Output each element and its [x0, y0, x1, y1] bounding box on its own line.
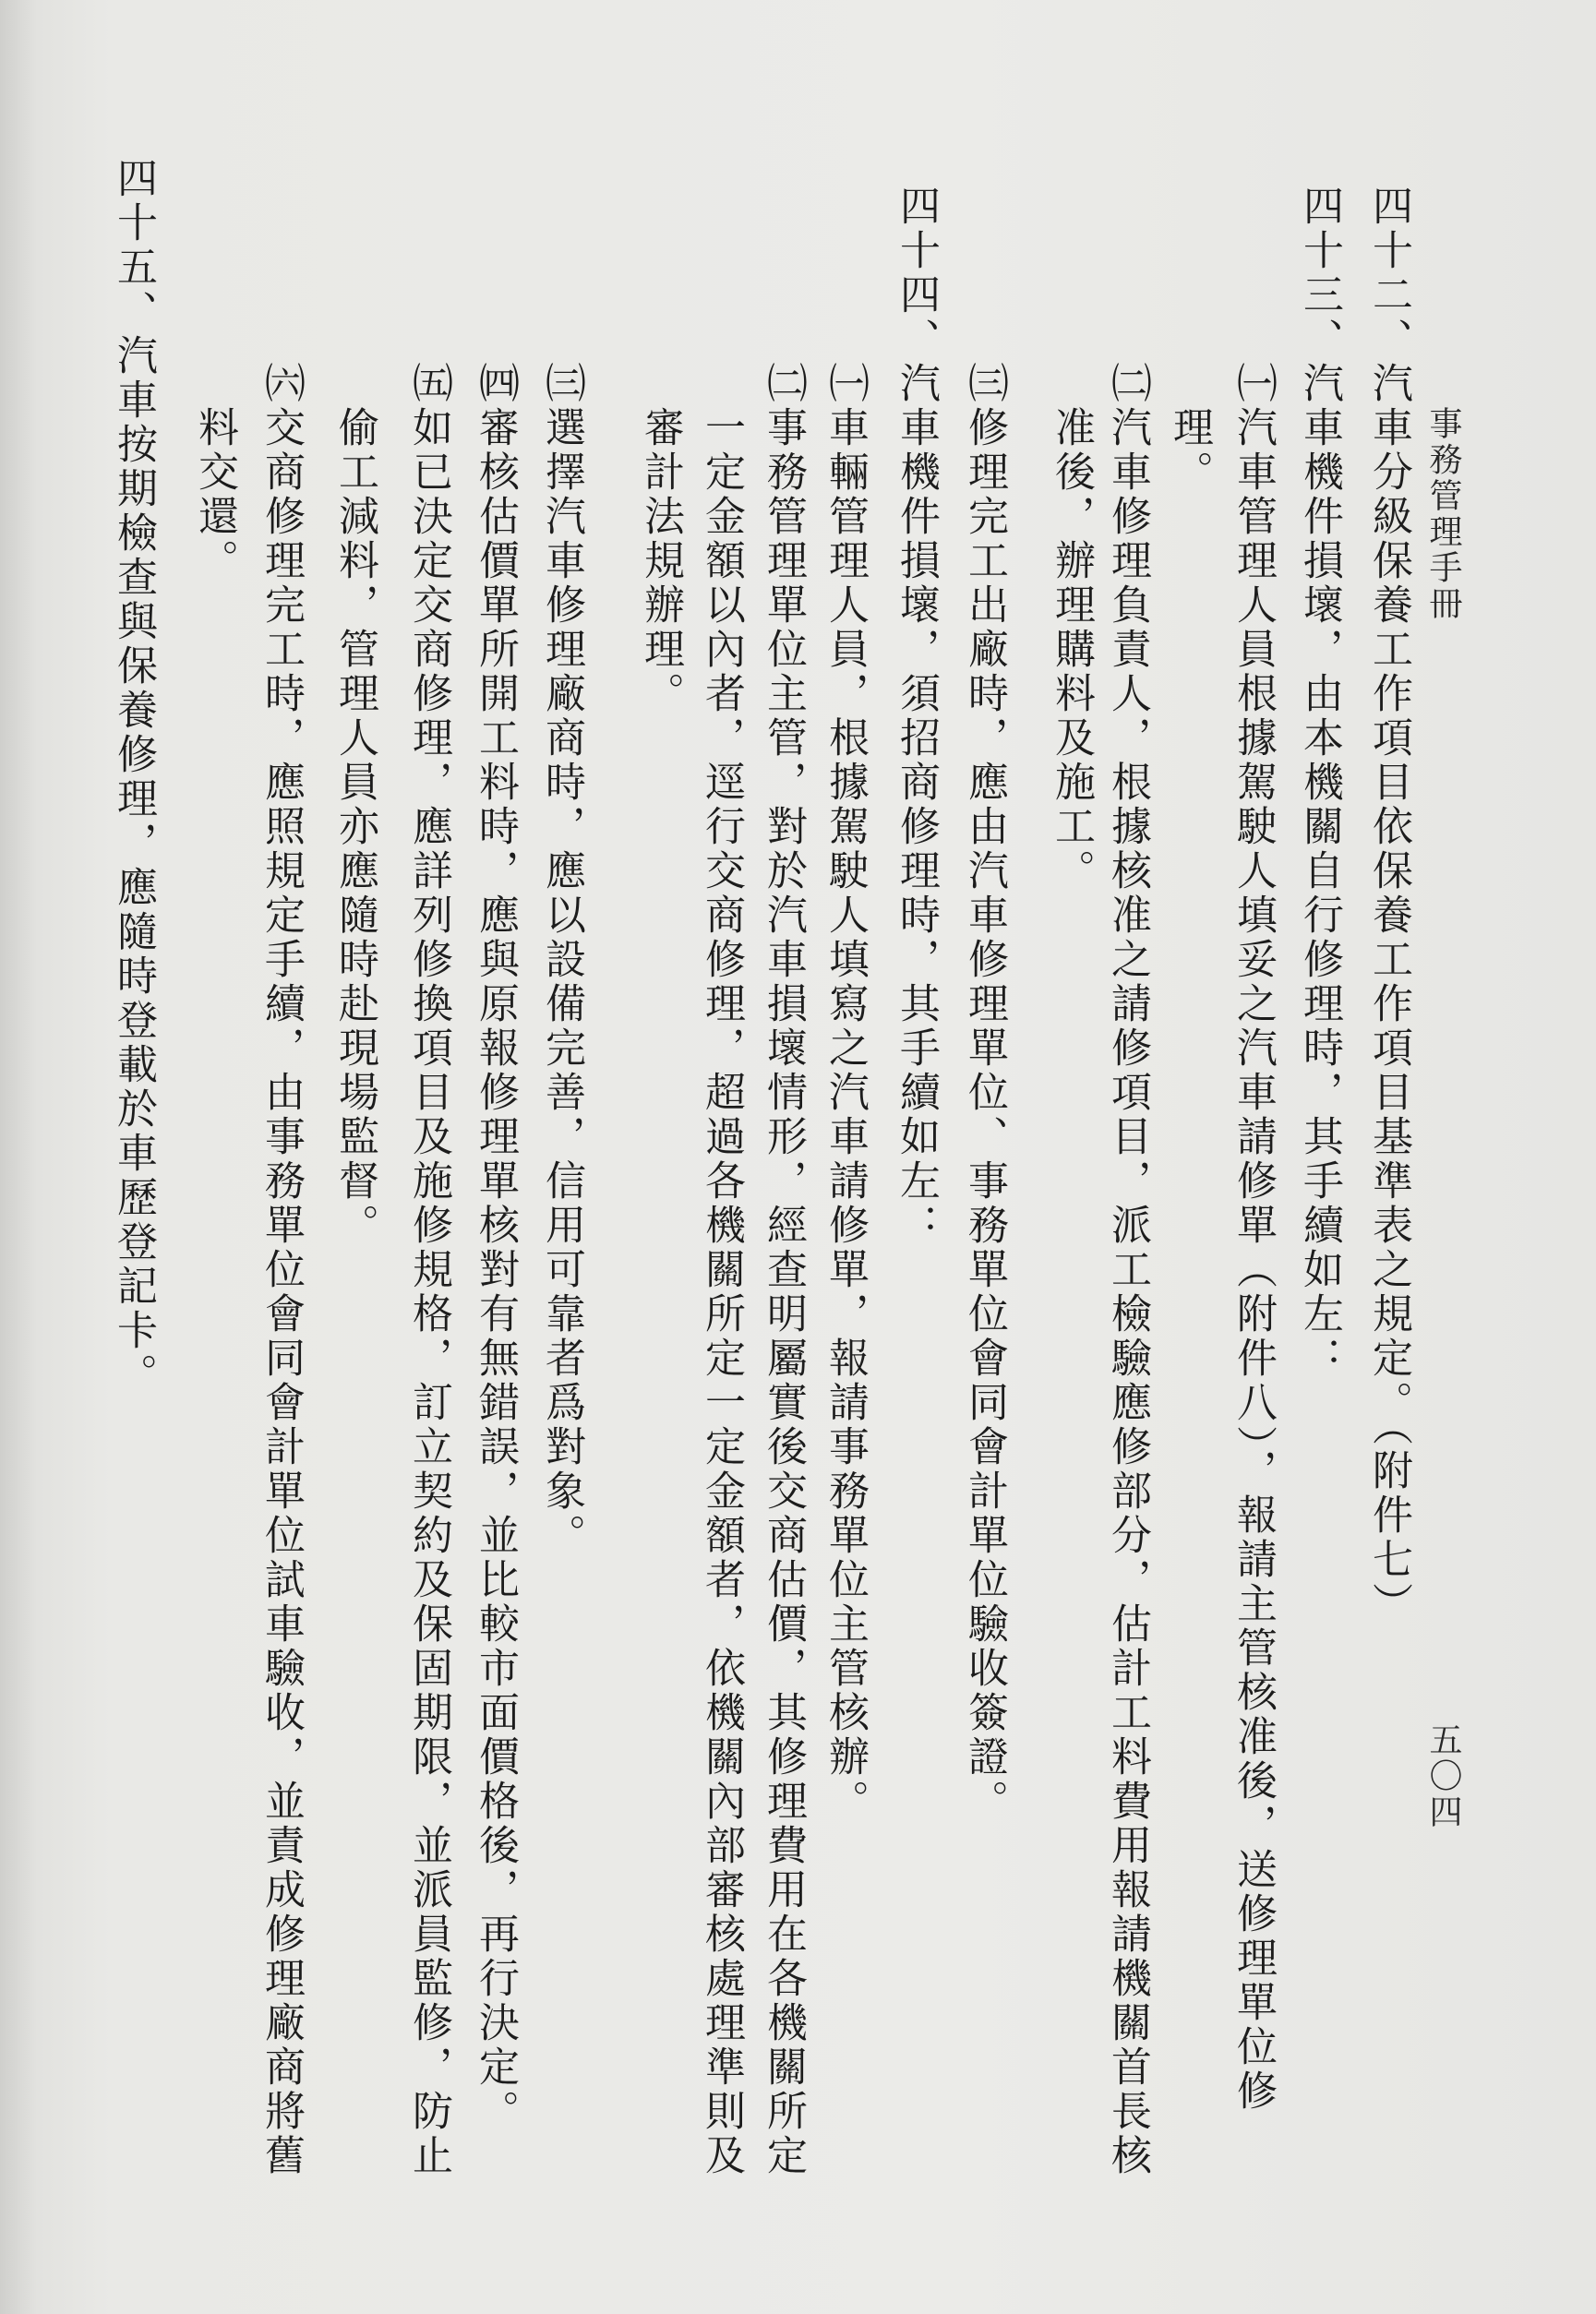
- article-43-item-1-cont: 理。: [1166, 406, 1213, 495]
- article-43-item-2-cont: 准後，辦理購料及施工。: [1048, 406, 1095, 893]
- article-45: 四十五、汽車按期檢查與保養修理，應隨時登載於車歷登記卡。: [110, 157, 157, 1397]
- article-44-item-3: ㈢選擇汽車修理廠商時，應以設備完善，信用可靠者爲對象。: [538, 362, 585, 1558]
- running-header-title: 事務管理手冊: [1424, 406, 1462, 622]
- article-44-item-2-cont: 一定金額以內者，逕行交商修理，超過各機關所定一定金額者，依機關內部審核處理準則及: [698, 406, 745, 2178]
- article-44-item-6-cont: 料交還。: [191, 406, 238, 583]
- article-43-item-3: ㈢修理完工出廠時，應由汽車修理單位、事務單位會同會計單位驗收簽證。: [961, 362, 1008, 1824]
- article-44-item-5-cont: 偷工減料，管理人員亦應隨時赴現場監督。: [331, 406, 378, 1248]
- article-44-item-2-cont: 審計法規辦理。: [637, 406, 684, 716]
- article-43-item-1: ㈠汽車管理人員根據駕駛人填妥之汽車請修單（附件八），報請主管核准後，送修理單位修: [1230, 362, 1277, 2114]
- article-43-item-2: ㈡汽車修理負責人，根據核准之請修項目，派工檢驗應修部分，估計工料費用報請機關首長核: [1104, 362, 1151, 2178]
- article-44-item-5: ㈤如已決定交商修理，應詳列修換項目及施修規格，訂立契約及保固期限，並派員監修，防止: [405, 362, 452, 2178]
- article-43: 四十三、汽車機件損壞，由本機關自行修理時，其手續如左：: [1296, 185, 1343, 1381]
- article-44-item-4: ㈣審核估價單所開工料時，應與原報修理單核對有無錯誤，並比較市面價格後，再行決定。: [472, 362, 519, 2134]
- article-44-item-1: ㈠車輛管理人員，根據駕駛人填寫之汽車請修單，報請事務單位主管核辦。: [822, 362, 869, 1824]
- article-44-item-6: ㈥交商修理完工時，應照規定手續，由事務單位會同會計單位試車驗收，並責成修理廠商將舊: [258, 362, 305, 2178]
- page-number: 五〇四: [1424, 1722, 1462, 1830]
- article-44: 四十四、汽車機件損壞，須招商修理時，其手續如左：: [893, 185, 940, 1248]
- article-42: 四十二、汽車分級保養工作項目依保養工作項目基準表之規定。（附件七）: [1365, 185, 1412, 1626]
- article-44-item-2: ㈡事務管理單位主管，對於汽車損壞情形，經查明屬實後交商估價，其修理費用在各機關所定: [760, 362, 807, 2178]
